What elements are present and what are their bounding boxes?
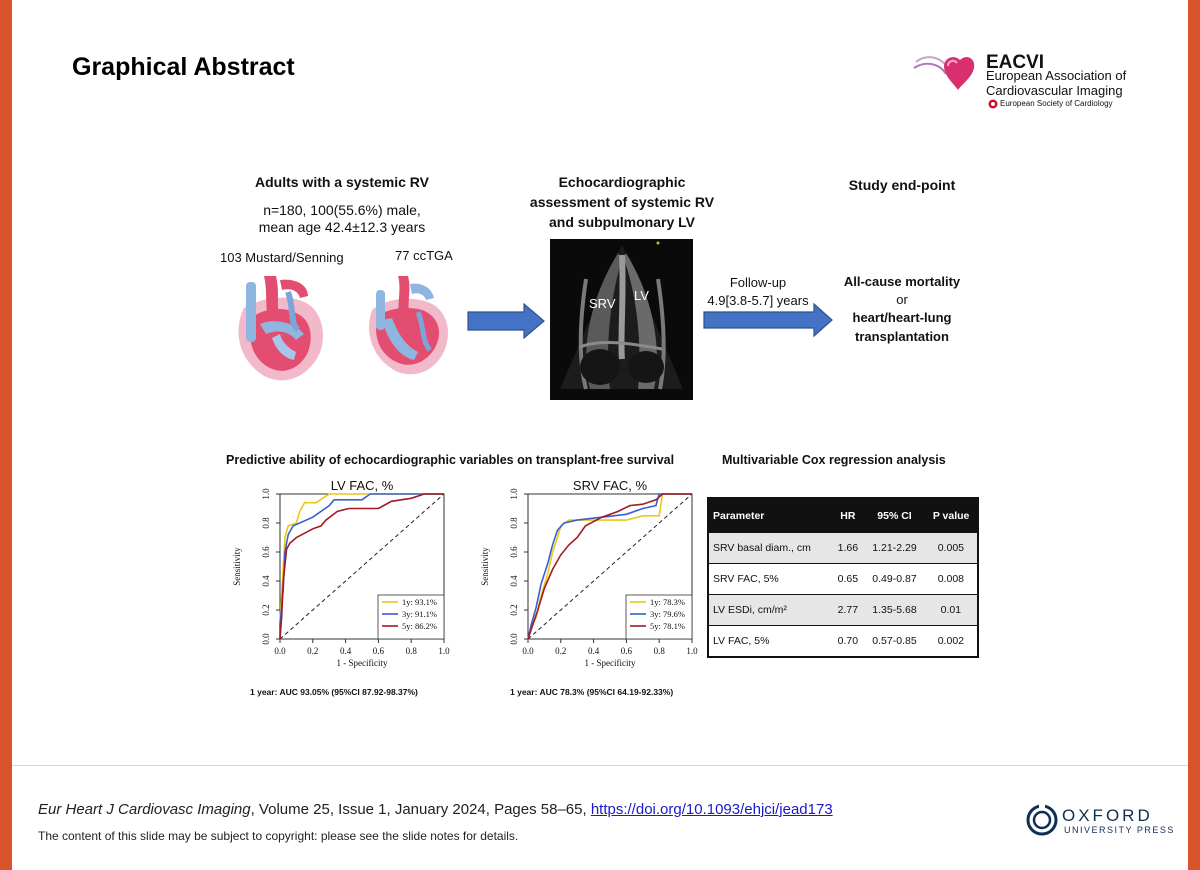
cox-cell-ci: 1.35-5.68 — [864, 595, 924, 626]
population-line-1: n=180, 100(55.6%) male, — [263, 202, 421, 218]
echo-line-2: assessment of systemic RV — [529, 194, 715, 210]
roc-footnote-srv-fac: 1 year: AUC 78.3% (95%CI 64.19-92.33%) — [510, 687, 674, 697]
esc-logo-icon — [988, 99, 998, 109]
y-tick-label: 0.8 — [509, 517, 519, 529]
footer-divider — [12, 765, 1188, 766]
cox-cell-hr: 0.65 — [831, 564, 864, 595]
y-tick-label: 0.2 — [509, 604, 519, 616]
heart-cctga-icon — [358, 270, 458, 380]
copyright-note: The content of this slide may be subject to copyright: please see the slide notes for details. — [38, 829, 519, 843]
cox-col-parameter: Parameter — [708, 498, 831, 533]
cox-heading: Multivariable Cox regression analysis — [722, 453, 946, 467]
endpoint-line-4: transplantation — [855, 329, 949, 344]
cox-cell-parameter: LV ESDi, cm/m² — [708, 595, 831, 626]
y-axis-label: Sensitivity — [232, 547, 242, 586]
x-axis-label: 1 - Specificity — [584, 658, 636, 668]
cox-cell-p: 0.01 — [925, 595, 978, 626]
cox-cell-ci: 0.57-0.85 — [864, 626, 924, 658]
arrow-right-icon — [466, 302, 546, 340]
doi-link[interactable]: https://doi.org/10.1093/ehjci/jead173 — [590, 801, 833, 818]
cox-cell-p: 0.005 — [925, 533, 978, 564]
legend-label: 3y: 91.1% — [402, 609, 437, 619]
heart-mustard-icon — [224, 268, 334, 388]
y-tick-label: 0.6 — [261, 546, 271, 558]
endpoint-line-1: All-cause mortality — [843, 274, 961, 289]
y-tick-label: 0.0 — [261, 633, 271, 645]
table-row — [708, 595, 978, 626]
cox-cell-parameter: SRV FAC, 5% — [708, 564, 831, 595]
y-tick-label: 1.0 — [509, 488, 519, 500]
x-tick-label: 0.6 — [372, 646, 385, 656]
x-tick-label: 0.8 — [405, 646, 417, 656]
y-tick-label: 0.0 — [509, 633, 519, 645]
population-line-2: mean age 42.4±12.3 years — [258, 219, 426, 235]
citation-journal: Eur Heart J Cardiovasc Imaging — [38, 801, 251, 818]
y-tick-label: 0.2 — [261, 604, 271, 616]
cox-cell-p: 0.002 — [925, 626, 978, 658]
y-tick-label: 0.8 — [261, 517, 271, 529]
legend-label: 1y: 93.1% — [402, 597, 437, 607]
x-tick-label: 0.0 — [274, 646, 286, 656]
y-tick-label: 0.4 — [261, 575, 271, 587]
cox-header-row — [708, 498, 978, 533]
table-row — [708, 626, 978, 658]
echo-line-3: and subpulmonary LV — [549, 214, 695, 230]
x-axis-label: 1 - Specificity — [336, 658, 388, 668]
followup-line-2: 4.9[3.8-5.7] years — [707, 293, 809, 308]
legend-label: 5y: 78.1% — [650, 621, 685, 631]
cox-cell-ci: 1.21-2.29 — [864, 533, 924, 564]
cox-cell-hr: 2.77 — [831, 595, 864, 626]
y-tick-label: 0.6 — [509, 546, 519, 558]
x-tick-label: 0.4 — [587, 646, 600, 656]
legend-label: 5y: 86.2% — [402, 621, 437, 631]
citation-details: , Volume 25, Issue 1, January 2024, Pages 58–65, — [250, 801, 591, 818]
group-cctga: 77 ccTGA — [395, 248, 453, 263]
legend-label: 3y: 79.6% — [650, 609, 685, 619]
cox-cell-parameter: LV FAC, 5% — [708, 626, 831, 658]
legend-label: 1y: 78.3% — [650, 597, 685, 607]
cox-cell-hr: 0.70 — [831, 626, 864, 658]
cox-cell-hr: 1.66 — [831, 533, 864, 564]
roc-footnote-lv-fac: 1 year: AUC 93.05% (95%CI 87.92-98.37%) — [250, 687, 418, 697]
page-title: Graphical Abstract — [72, 53, 295, 81]
x-tick-label: 0.8 — [653, 646, 665, 656]
echo-line-1: Echocardiographic — [558, 174, 686, 190]
eacvi-heart-logo-icon — [910, 48, 982, 98]
table-row — [708, 564, 978, 595]
x-tick-label: 1.0 — [438, 646, 450, 656]
endpoint-line-2: or — [896, 292, 908, 307]
endpoint-line-3: heart/heart-lung — [852, 310, 952, 325]
echo-label-lv: LV — [634, 288, 649, 303]
echo-label-srv: SRV — [589, 296, 616, 311]
group-mustard-senning: 103 Mustard/Senning — [220, 250, 344, 265]
x-tick-label: 1.0 — [686, 646, 698, 656]
cox-table — [707, 497, 979, 658]
cox-cell-p: 0.008 — [925, 564, 978, 595]
x-tick-label: 0.0 — [522, 646, 534, 656]
brand-line-1: European Association of — [986, 68, 1127, 83]
cox-cell-ci: 0.49-0.87 — [864, 564, 924, 595]
y-tick-label: 0.4 — [509, 575, 519, 587]
cox-col-ci: 95% CI — [864, 498, 924, 533]
roc-chart-srv-fac — [460, 474, 710, 686]
endpoint-heading: Study end-point — [848, 177, 956, 193]
brand-line-2: Cardiovascular Imaging — [986, 83, 1123, 98]
roc-section-heading: Predictive ability of echocardiographic variables on transplant-free survival — [226, 453, 675, 467]
population-heading: Adults with a systemic RV — [254, 174, 429, 190]
chart-title: LV FAC, % — [330, 478, 394, 493]
cox-col-p: P value — [925, 498, 978, 533]
citation — [38, 801, 833, 818]
table-row — [708, 533, 978, 564]
cox-cell-parameter: SRV basal diam., cm — [708, 533, 831, 564]
followup-line-1: Follow-up — [729, 275, 787, 290]
x-tick-label: 0.2 — [555, 646, 567, 656]
publisher-subtitle: UNIVERSITY PRESS — [1064, 825, 1175, 835]
brand-parent: European Society of Cardiology — [1000, 99, 1113, 108]
slide — [12, 0, 1188, 870]
oxford-logo-icon — [1026, 804, 1058, 836]
y-axis-label: Sensitivity — [480, 547, 490, 586]
chart-title: SRV FAC, % — [572, 478, 648, 493]
echocardiogram-image — [550, 239, 693, 400]
x-tick-label: 0.2 — [307, 646, 319, 656]
roc-chart-lv-fac — [212, 474, 462, 686]
x-tick-label: 0.6 — [620, 646, 633, 656]
publisher-name: OXFORD — [1062, 806, 1153, 825]
x-tick-label: 0.4 — [339, 646, 352, 656]
brand-name: EACVI — [986, 52, 1045, 73]
cox-col-hr: HR — [831, 498, 864, 533]
y-tick-label: 1.0 — [261, 488, 271, 500]
